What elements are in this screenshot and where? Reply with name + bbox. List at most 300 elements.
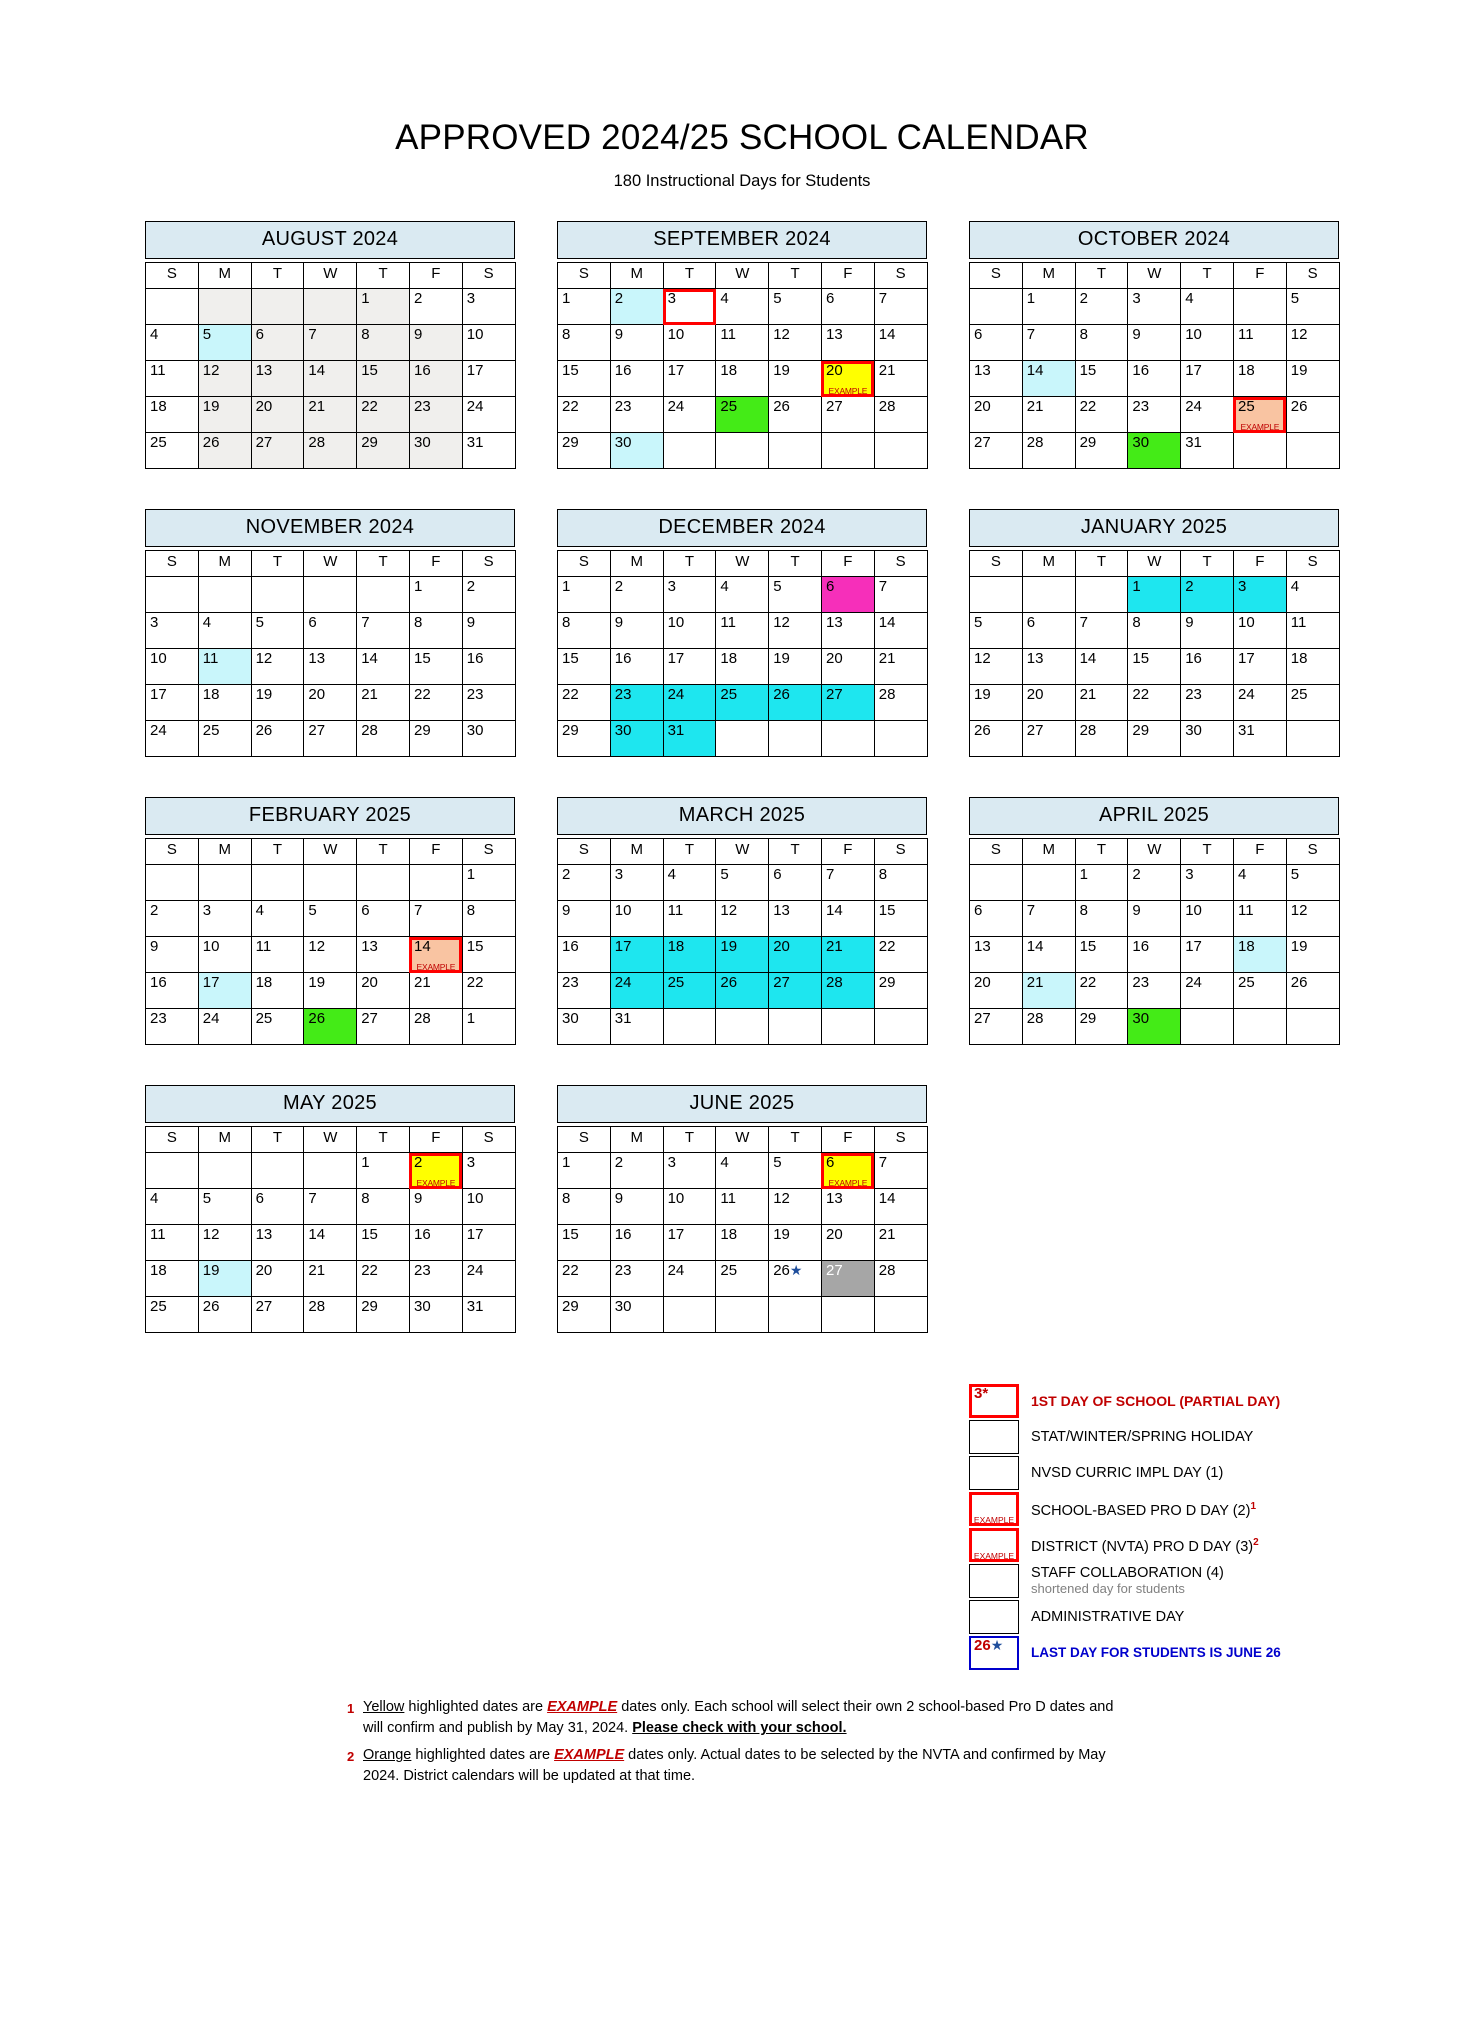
- day-cell[interactable]: [1181, 685, 1234, 721]
- day-cell[interactable]: [1022, 397, 1075, 433]
- day-cell[interactable]: [970, 649, 1023, 685]
- day-cell[interactable]: [1181, 865, 1234, 901]
- day-cell[interactable]: [462, 289, 515, 325]
- day-cell[interactable]: [663, 325, 716, 361]
- day-cell[interactable]: [251, 721, 304, 757]
- day-cell[interactable]: [1181, 433, 1234, 469]
- day-cell[interactable]: [462, 397, 515, 433]
- day-cell[interactable]: [1233, 397, 1286, 433]
- day-cell[interactable]: [821, 937, 874, 973]
- day-cell[interactable]: [1181, 613, 1234, 649]
- day-cell[interactable]: [1286, 685, 1339, 721]
- day-cell[interactable]: [409, 901, 462, 937]
- day-cell[interactable]: [357, 1009, 410, 1045]
- day-cell[interactable]: [251, 901, 304, 937]
- day-cell[interactable]: [610, 1153, 663, 1189]
- day-cell[interactable]: [304, 685, 357, 721]
- day-cell[interactable]: [1022, 721, 1075, 757]
- day-cell[interactable]: [610, 685, 663, 721]
- day-cell[interactable]: [716, 577, 769, 613]
- day-cell[interactable]: [874, 973, 927, 1009]
- day-cell[interactable]: [558, 1009, 611, 1045]
- day-cell[interactable]: [198, 613, 251, 649]
- day-cell[interactable]: [821, 901, 874, 937]
- day-cell[interactable]: [610, 577, 663, 613]
- day-cell[interactable]: [304, 325, 357, 361]
- day-cell[interactable]: [558, 1225, 611, 1261]
- day-cell[interactable]: [716, 937, 769, 973]
- day-cell[interactable]: [462, 649, 515, 685]
- day-cell[interactable]: [462, 1189, 515, 1225]
- day-cell[interactable]: [146, 1225, 199, 1261]
- day-cell[interactable]: [462, 1153, 515, 1189]
- day-cell[interactable]: [357, 433, 410, 469]
- day-cell[interactable]: [357, 397, 410, 433]
- day-cell[interactable]: [716, 361, 769, 397]
- day-cell[interactable]: [1286, 937, 1339, 973]
- day-cell[interactable]: [251, 1261, 304, 1297]
- day-cell[interactable]: [663, 397, 716, 433]
- day-cell[interactable]: [1128, 1009, 1181, 1045]
- day-cell[interactable]: [357, 901, 410, 937]
- day-cell[interactable]: [716, 1261, 769, 1297]
- day-cell[interactable]: [1181, 397, 1234, 433]
- day-cell[interactable]: [146, 649, 199, 685]
- day-cell[interactable]: [146, 973, 199, 1009]
- day-cell[interactable]: [1075, 937, 1128, 973]
- day-cell[interactable]: [1286, 865, 1339, 901]
- day-cell[interactable]: [1128, 937, 1181, 973]
- day-cell[interactable]: [558, 613, 611, 649]
- day-cell[interactable]: [1075, 865, 1128, 901]
- day-cell[interactable]: [874, 1153, 927, 1189]
- day-cell[interactable]: [409, 973, 462, 1009]
- day-cell[interactable]: [558, 937, 611, 973]
- day-cell[interactable]: [1233, 937, 1286, 973]
- day-cell[interactable]: [198, 649, 251, 685]
- day-cell[interactable]: [146, 901, 199, 937]
- day-cell[interactable]: [663, 937, 716, 973]
- day-cell[interactable]: [1181, 289, 1234, 325]
- day-cell[interactable]: [716, 1153, 769, 1189]
- day-cell[interactable]: [357, 1225, 410, 1261]
- day-cell[interactable]: [821, 649, 874, 685]
- day-cell[interactable]: [1022, 937, 1075, 973]
- day-cell[interactable]: [663, 901, 716, 937]
- day-cell[interactable]: [409, 721, 462, 757]
- day-cell[interactable]: [970, 397, 1023, 433]
- day-cell[interactable]: [198, 325, 251, 361]
- day-cell[interactable]: [874, 397, 927, 433]
- day-cell[interactable]: [769, 901, 822, 937]
- day-cell[interactable]: [198, 361, 251, 397]
- day-cell[interactable]: [970, 361, 1023, 397]
- day-cell[interactable]: [558, 577, 611, 613]
- day-cell[interactable]: [1075, 613, 1128, 649]
- day-cell[interactable]: [610, 901, 663, 937]
- day-cell[interactable]: [769, 397, 822, 433]
- day-cell[interactable]: [357, 289, 410, 325]
- day-cell[interactable]: [1286, 577, 1339, 613]
- day-cell[interactable]: [558, 1261, 611, 1297]
- day-cell[interactable]: [970, 721, 1023, 757]
- day-cell[interactable]: [769, 685, 822, 721]
- day-cell[interactable]: [769, 325, 822, 361]
- day-cell[interactable]: [716, 613, 769, 649]
- day-cell[interactable]: [198, 433, 251, 469]
- day-cell[interactable]: [198, 397, 251, 433]
- day-cell[interactable]: [462, 937, 515, 973]
- day-cell[interactable]: [1075, 325, 1128, 361]
- day-cell[interactable]: [146, 325, 199, 361]
- day-cell[interactable]: [663, 721, 716, 757]
- day-cell[interactable]: [146, 937, 199, 973]
- day-cell[interactable]: [610, 1261, 663, 1297]
- day-cell[interactable]: [251, 433, 304, 469]
- day-cell[interactable]: [462, 433, 515, 469]
- day-cell[interactable]: [821, 1261, 874, 1297]
- day-cell[interactable]: [251, 613, 304, 649]
- day-cell[interactable]: [970, 1009, 1023, 1045]
- day-cell[interactable]: [558, 1189, 611, 1225]
- day-cell[interactable]: [251, 1009, 304, 1045]
- day-cell[interactable]: [663, 1261, 716, 1297]
- day-cell[interactable]: [1233, 289, 1286, 325]
- day-cell[interactable]: [462, 901, 515, 937]
- day-cell[interactable]: [970, 325, 1023, 361]
- day-cell[interactable]: [1128, 397, 1181, 433]
- day-cell[interactable]: [716, 1189, 769, 1225]
- day-cell[interactable]: [198, 1261, 251, 1297]
- day-cell[interactable]: [558, 397, 611, 433]
- day-cell[interactable]: [663, 685, 716, 721]
- day-cell[interactable]: [251, 361, 304, 397]
- day-cell[interactable]: [304, 1009, 357, 1045]
- day-cell[interactable]: [1022, 289, 1075, 325]
- day-cell[interactable]: [409, 1009, 462, 1045]
- day-cell[interactable]: [610, 937, 663, 973]
- day-cell[interactable]: [146, 685, 199, 721]
- day-cell[interactable]: [716, 865, 769, 901]
- day-cell[interactable]: [409, 361, 462, 397]
- day-cell[interactable]: [874, 325, 927, 361]
- day-cell[interactable]: [146, 1261, 199, 1297]
- day-cell[interactable]: [409, 1153, 462, 1189]
- day-cell[interactable]: [970, 685, 1023, 721]
- day-cell[interactable]: [462, 1297, 515, 1333]
- day-cell[interactable]: [462, 973, 515, 1009]
- day-cell[interactable]: [874, 1189, 927, 1225]
- day-cell[interactable]: [1128, 865, 1181, 901]
- day-cell[interactable]: [304, 1261, 357, 1297]
- day-cell[interactable]: [1286, 361, 1339, 397]
- day-cell[interactable]: [462, 1261, 515, 1297]
- day-cell[interactable]: [1286, 613, 1339, 649]
- day-cell[interactable]: [357, 1153, 410, 1189]
- day-cell[interactable]: [357, 649, 410, 685]
- day-cell[interactable]: [821, 613, 874, 649]
- day-cell[interactable]: [1233, 721, 1286, 757]
- day-cell[interactable]: [610, 1225, 663, 1261]
- day-cell[interactable]: [558, 865, 611, 901]
- day-cell[interactable]: [304, 433, 357, 469]
- day-cell[interactable]: [462, 721, 515, 757]
- day-cell[interactable]: [663, 577, 716, 613]
- day-cell[interactable]: [1233, 325, 1286, 361]
- day-cell[interactable]: [874, 1225, 927, 1261]
- day-cell[interactable]: [251, 1297, 304, 1333]
- day-cell[interactable]: [146, 1009, 199, 1045]
- day-cell[interactable]: [198, 1189, 251, 1225]
- day-cell[interactable]: [462, 361, 515, 397]
- day-cell[interactable]: [1128, 901, 1181, 937]
- day-cell[interactable]: [769, 937, 822, 973]
- day-cell[interactable]: [610, 289, 663, 325]
- day-cell[interactable]: [558, 433, 611, 469]
- day-cell[interactable]: [610, 433, 663, 469]
- day-cell[interactable]: [1075, 289, 1128, 325]
- day-cell[interactable]: [462, 577, 515, 613]
- day-cell[interactable]: [1181, 937, 1234, 973]
- day-cell[interactable]: [610, 973, 663, 1009]
- day-cell[interactable]: [1022, 901, 1075, 937]
- day-cell[interactable]: [409, 1225, 462, 1261]
- day-cell[interactable]: [874, 361, 927, 397]
- day-cell[interactable]: [769, 649, 822, 685]
- day-cell[interactable]: [663, 649, 716, 685]
- day-cell[interactable]: [1181, 721, 1234, 757]
- day-cell[interactable]: [769, 865, 822, 901]
- day-cell[interactable]: [409, 937, 462, 973]
- day-cell[interactable]: [1128, 325, 1181, 361]
- day-cell[interactable]: [874, 289, 927, 325]
- day-cell[interactable]: [821, 325, 874, 361]
- day-cell[interactable]: [1233, 901, 1286, 937]
- day-cell[interactable]: [558, 649, 611, 685]
- day-cell[interactable]: [769, 289, 822, 325]
- day-cell[interactable]: [1022, 433, 1075, 469]
- day-cell[interactable]: [821, 577, 874, 613]
- day-cell[interactable]: [970, 613, 1023, 649]
- day-cell[interactable]: [357, 361, 410, 397]
- day-cell[interactable]: [1075, 649, 1128, 685]
- day-cell[interactable]: [610, 1297, 663, 1333]
- day-cell[interactable]: [1128, 613, 1181, 649]
- day-cell[interactable]: [357, 1297, 410, 1333]
- day-cell[interactable]: [251, 397, 304, 433]
- day-cell[interactable]: [1286, 901, 1339, 937]
- day-cell[interactable]: [821, 865, 874, 901]
- day-cell[interactable]: [409, 433, 462, 469]
- day-cell[interactable]: [409, 325, 462, 361]
- day-cell[interactable]: [1075, 973, 1128, 1009]
- day-cell[interactable]: [558, 685, 611, 721]
- day-cell[interactable]: [716, 289, 769, 325]
- day-cell[interactable]: [1022, 649, 1075, 685]
- day-cell[interactable]: [146, 397, 199, 433]
- day-cell[interactable]: [610, 649, 663, 685]
- day-cell[interactable]: [357, 1261, 410, 1297]
- day-cell[interactable]: [821, 685, 874, 721]
- day-cell[interactable]: [663, 361, 716, 397]
- day-cell[interactable]: [1286, 649, 1339, 685]
- day-cell[interactable]: [558, 325, 611, 361]
- day-cell[interactable]: [409, 289, 462, 325]
- day-cell[interactable]: [769, 577, 822, 613]
- day-cell[interactable]: [251, 1189, 304, 1225]
- day-cell[interactable]: [769, 973, 822, 1009]
- day-cell[interactable]: [1233, 577, 1286, 613]
- day-cell[interactable]: [970, 901, 1023, 937]
- day-cell[interactable]: [558, 721, 611, 757]
- day-cell[interactable]: [663, 289, 716, 325]
- day-cell[interactable]: [558, 289, 611, 325]
- day-cell[interactable]: [1286, 289, 1339, 325]
- day-cell[interactable]: [769, 1153, 822, 1189]
- day-cell[interactable]: [1075, 433, 1128, 469]
- day-cell[interactable]: [357, 973, 410, 1009]
- day-cell[interactable]: [1075, 901, 1128, 937]
- day-cell[interactable]: [874, 685, 927, 721]
- day-cell[interactable]: [146, 721, 199, 757]
- day-cell[interactable]: [462, 865, 515, 901]
- day-cell[interactable]: [1128, 433, 1181, 469]
- day-cell[interactable]: [1022, 685, 1075, 721]
- day-cell[interactable]: [1181, 973, 1234, 1009]
- day-cell[interactable]: [874, 937, 927, 973]
- day-cell[interactable]: [198, 937, 251, 973]
- day-cell[interactable]: [198, 1225, 251, 1261]
- day-cell[interactable]: [1181, 901, 1234, 937]
- day-cell[interactable]: [970, 973, 1023, 1009]
- day-cell[interactable]: [610, 397, 663, 433]
- day-cell[interactable]: [198, 901, 251, 937]
- day-cell[interactable]: [1286, 397, 1339, 433]
- day-cell[interactable]: [409, 397, 462, 433]
- day-cell[interactable]: [821, 289, 874, 325]
- day-cell[interactable]: [874, 1261, 927, 1297]
- day-cell[interactable]: [304, 973, 357, 1009]
- day-cell[interactable]: [251, 649, 304, 685]
- day-cell[interactable]: [198, 685, 251, 721]
- day-cell[interactable]: [1128, 649, 1181, 685]
- day-cell[interactable]: [462, 685, 515, 721]
- day-cell[interactable]: [462, 613, 515, 649]
- day-cell[interactable]: [769, 613, 822, 649]
- day-cell[interactable]: [610, 1189, 663, 1225]
- day-cell[interactable]: [821, 973, 874, 1009]
- day-cell[interactable]: [610, 1009, 663, 1045]
- day-cell[interactable]: [198, 721, 251, 757]
- day-cell[interactable]: [558, 901, 611, 937]
- day-cell[interactable]: [821, 1189, 874, 1225]
- day-cell[interactable]: [716, 325, 769, 361]
- day-cell[interactable]: [304, 649, 357, 685]
- day-cell[interactable]: [874, 901, 927, 937]
- day-cell[interactable]: [874, 865, 927, 901]
- day-cell[interactable]: [558, 361, 611, 397]
- day-cell[interactable]: [409, 1189, 462, 1225]
- day-cell[interactable]: [146, 1189, 199, 1225]
- day-cell[interactable]: [1286, 973, 1339, 1009]
- day-cell[interactable]: [1128, 289, 1181, 325]
- day-cell[interactable]: [716, 685, 769, 721]
- day-cell[interactable]: [821, 1153, 874, 1189]
- day-cell[interactable]: [1286, 325, 1339, 361]
- day-cell[interactable]: [1181, 649, 1234, 685]
- day-cell[interactable]: [1233, 865, 1286, 901]
- day-cell[interactable]: [251, 937, 304, 973]
- day-cell[interactable]: [409, 577, 462, 613]
- day-cell[interactable]: [558, 1297, 611, 1333]
- day-cell[interactable]: [610, 361, 663, 397]
- day-cell[interactable]: [821, 397, 874, 433]
- day-cell[interactable]: [663, 613, 716, 649]
- day-cell[interactable]: [1233, 613, 1286, 649]
- day-cell[interactable]: [716, 649, 769, 685]
- day-cell[interactable]: [1022, 973, 1075, 1009]
- day-cell[interactable]: [409, 685, 462, 721]
- day-cell[interactable]: [251, 973, 304, 1009]
- day-cell[interactable]: [357, 613, 410, 649]
- day-cell[interactable]: [663, 1189, 716, 1225]
- day-cell[interactable]: [663, 1153, 716, 1189]
- day-cell[interactable]: [821, 361, 874, 397]
- day-cell[interactable]: [251, 685, 304, 721]
- day-cell[interactable]: [1075, 361, 1128, 397]
- day-cell[interactable]: [304, 397, 357, 433]
- day-cell[interactable]: [1075, 685, 1128, 721]
- day-cell[interactable]: [304, 1225, 357, 1261]
- day-cell[interactable]: [462, 1009, 515, 1045]
- day-cell[interactable]: [146, 613, 199, 649]
- day-cell[interactable]: [769, 1225, 822, 1261]
- day-cell[interactable]: [304, 937, 357, 973]
- day-cell[interactable]: [1022, 325, 1075, 361]
- day-cell[interactable]: [409, 613, 462, 649]
- day-cell[interactable]: [610, 865, 663, 901]
- day-cell[interactable]: [970, 937, 1023, 973]
- day-cell[interactable]: [716, 901, 769, 937]
- day-cell[interactable]: [663, 973, 716, 1009]
- day-cell[interactable]: [663, 1225, 716, 1261]
- day-cell[interactable]: [610, 721, 663, 757]
- day-cell[interactable]: [304, 721, 357, 757]
- day-cell[interactable]: [1233, 973, 1286, 1009]
- day-cell[interactable]: [1181, 325, 1234, 361]
- day-cell[interactable]: [251, 325, 304, 361]
- day-cell[interactable]: [874, 613, 927, 649]
- day-cell[interactable]: [769, 1261, 822, 1297]
- day-cell[interactable]: [769, 361, 822, 397]
- day-cell[interactable]: [357, 937, 410, 973]
- day-cell[interactable]: [610, 325, 663, 361]
- day-cell[interactable]: [716, 397, 769, 433]
- day-cell[interactable]: [610, 613, 663, 649]
- day-cell[interactable]: [146, 361, 199, 397]
- day-cell[interactable]: [1022, 613, 1075, 649]
- day-cell[interactable]: [1075, 721, 1128, 757]
- day-cell[interactable]: [198, 973, 251, 1009]
- day-cell[interactable]: [716, 1225, 769, 1261]
- day-cell[interactable]: [198, 1009, 251, 1045]
- day-cell[interactable]: [409, 1261, 462, 1297]
- day-cell[interactable]: [409, 1297, 462, 1333]
- day-cell[interactable]: [663, 865, 716, 901]
- day-cell[interactable]: [304, 1297, 357, 1333]
- day-cell[interactable]: [357, 721, 410, 757]
- day-cell[interactable]: [769, 1189, 822, 1225]
